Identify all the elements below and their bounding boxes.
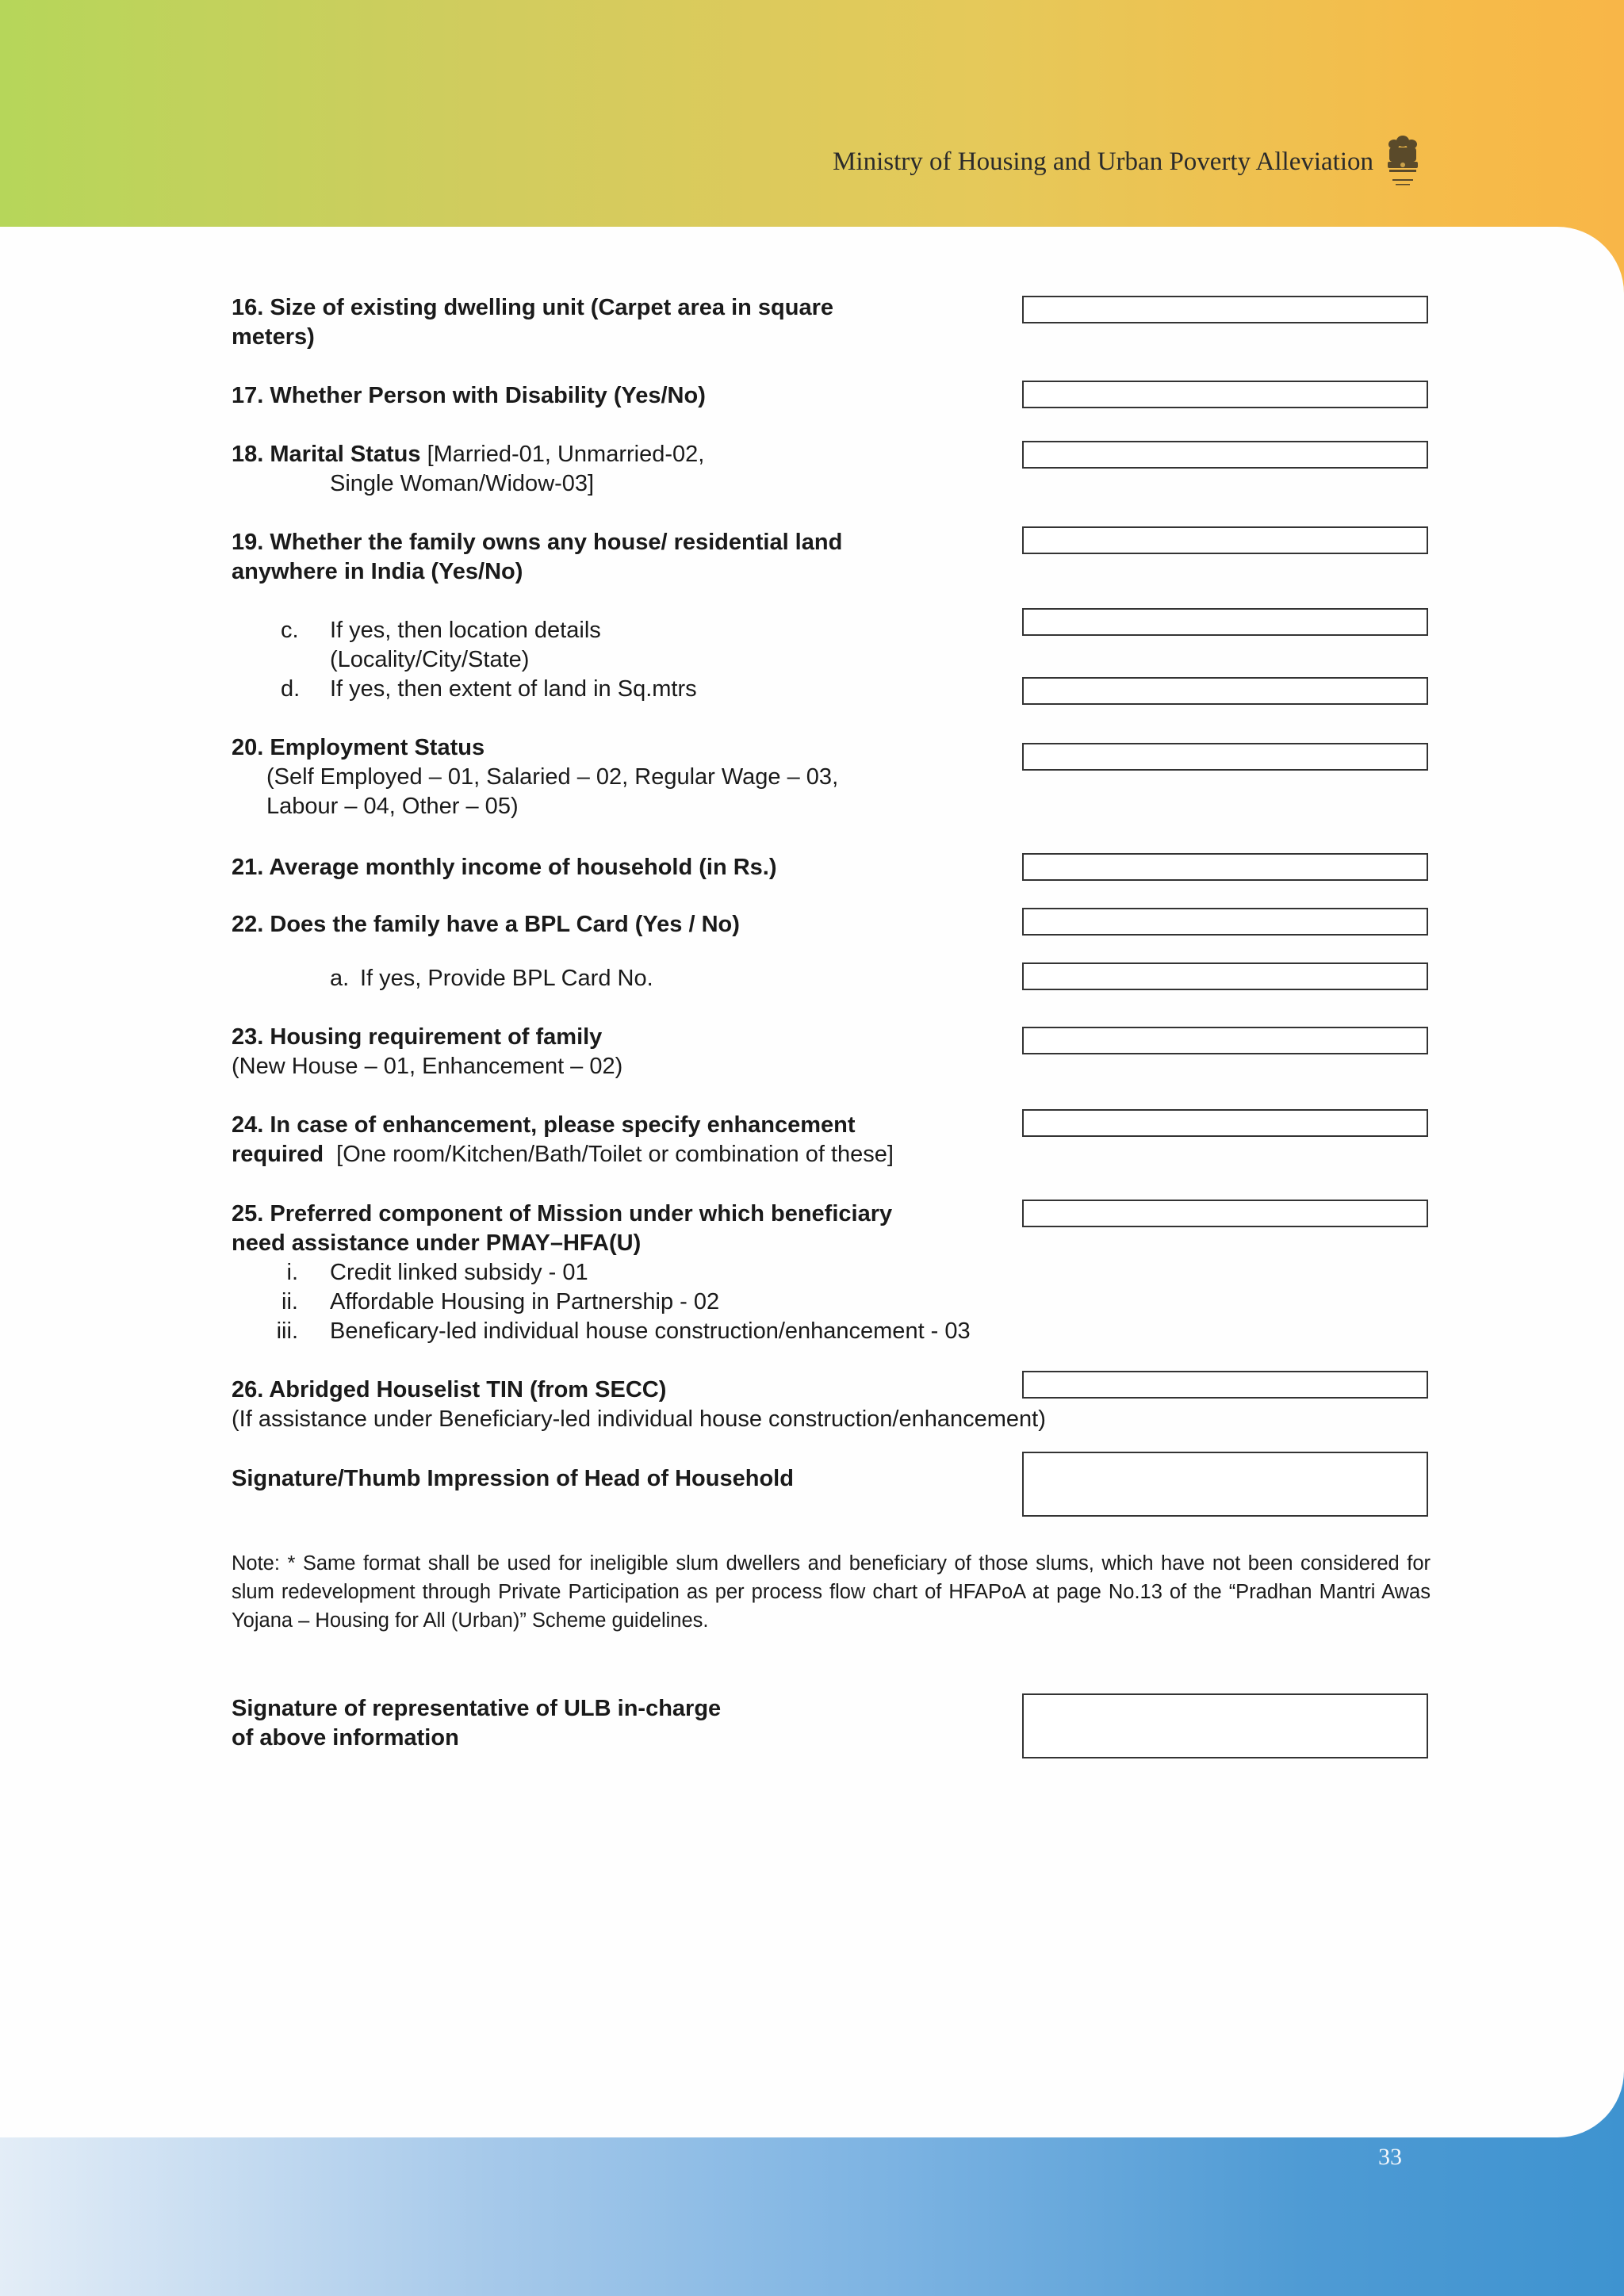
q26-note: (If assistance under Beneficiary-led individual house construction/enhancement) <box>232 1406 1046 1432</box>
location-details-field[interactable] <box>1022 608 1428 636</box>
bpl-card-number-field[interactable] <box>1022 962 1428 990</box>
q25-option-text: Beneficary-led individual house construction/enhancement - 03 <box>330 1318 971 1344</box>
q25-option-marker: ii. <box>282 1289 298 1314</box>
page-number: 33 <box>1378 2144 1402 2170</box>
q24-options: [One room/Kitchen/Bath/Toilet or combination of these] <box>336 1142 894 1167</box>
dwelling-size-field[interactable] <box>1022 296 1428 323</box>
q21-label: 21. Average monthly income of household (in Rs.) <box>232 855 777 880</box>
q22a-marker: a. <box>330 966 350 991</box>
q16-label: 16. Size of existing dwelling unit (Carpet area in square <box>232 295 834 320</box>
q25-label-cont: need assistance under PMAY–HFA(U) <box>232 1230 642 1256</box>
q18-label <box>232 440 704 469</box>
q20-options: (Self Employed – 01, Salaried – 02, Regular Wage – 03, <box>266 764 839 790</box>
disability-field[interactable] <box>1022 381 1428 408</box>
signature-ulb-label-cont: of above information <box>232 1725 459 1751</box>
q19d-marker: d. <box>281 676 301 702</box>
q23-options: (New House – 01, Enhancement – 02) <box>232 1054 623 1079</box>
q19d-label: If yes, then extent of land in Sq.mtrs <box>330 676 697 702</box>
q25-option-marker: iii. <box>276 1318 298 1344</box>
land-extent-field[interactable] <box>1022 677 1428 705</box>
q22a-label: If yes, Provide BPL Card No. <box>360 966 653 991</box>
houselist-tin-field[interactable] <box>1022 1371 1428 1399</box>
q18-options: [Married-01, Unmarried-02, <box>427 442 705 467</box>
q24-label-cont <box>232 1140 894 1169</box>
housing-requirement-field[interactable] <box>1022 1027 1428 1054</box>
q25-label: 25. Preferred component of Mission under which beneficiary <box>232 1201 893 1226</box>
q19c-marker: c. <box>281 618 299 643</box>
q24-label: 24. In case of enhancement, please specify enhancement <box>232 1112 856 1138</box>
note-text: Note: * Same format shall be used for ineligible slum dwellers and beneficiary of those slums, which have not been considered for slum redevelopment through Private Participation as per process flow chart of HFAPoA at page No.13 of the “Pradhan Mantri Awas Yojana – Housing for All (Urban)” Scheme guidelines. <box>232 1552 1431 1632</box>
q25-option-text: Affordable Housing in Partnership - 02 <box>330 1289 720 1314</box>
q23-label: 23. Housing requirement of family <box>232 1024 603 1050</box>
q18-options-cont: Single Woman/Widow-03] <box>330 471 595 496</box>
q26-label: 26. Abridged Houselist TIN (from SECC) <box>232 1377 667 1402</box>
national-emblem-icon <box>1385 133 1421 190</box>
q25-option-marker: i. <box>286 1260 298 1285</box>
q19c-label: If yes, then location details <box>330 618 601 643</box>
form-sheet <box>0 227 1624 2137</box>
owns-house-field[interactable] <box>1022 526 1428 554</box>
signature-head-field[interactable] <box>1022 1452 1428 1517</box>
signature-ulb-field[interactable] <box>1022 1693 1428 1758</box>
q25-option-text: Credit linked subsidy - 01 <box>330 1260 588 1285</box>
monthly-income-field[interactable] <box>1022 853 1428 881</box>
q17-label: 17. Whether Person with Disability (Yes/No) <box>232 383 706 408</box>
preferred-component-field[interactable] <box>1022 1200 1428 1227</box>
q19-label-cont: anywhere in India (Yes/No) <box>232 559 523 584</box>
q20-options-cont: Labour – 04, Other – 05) <box>266 794 519 819</box>
ministry-name: Ministry of Housing and Urban Poverty Alleviation <box>833 147 1373 176</box>
q16-label-cont: meters) <box>232 324 315 350</box>
employment-status-field[interactable] <box>1022 743 1428 771</box>
q18-title: 18. Marital Status <box>232 442 421 467</box>
marital-status-field[interactable] <box>1022 441 1428 469</box>
bpl-card-field[interactable] <box>1022 908 1428 936</box>
q19-label: 19. Whether the family owns any house/ residential land <box>232 530 843 555</box>
q22-label: 22. Does the family have a BPL Card (Yes / No) <box>232 912 740 937</box>
q19c-label-cont: (Locality/City/State) <box>330 647 530 672</box>
signature-head-label: Signature/Thumb Impression of Head of Household <box>232 1466 794 1491</box>
q20-label: 20. Employment Status <box>232 735 485 760</box>
enhancement-field[interactable] <box>1022 1109 1428 1137</box>
signature-ulb-label: Signature of representative of ULB in-charge <box>232 1696 722 1721</box>
q24-required: required <box>232 1142 324 1167</box>
